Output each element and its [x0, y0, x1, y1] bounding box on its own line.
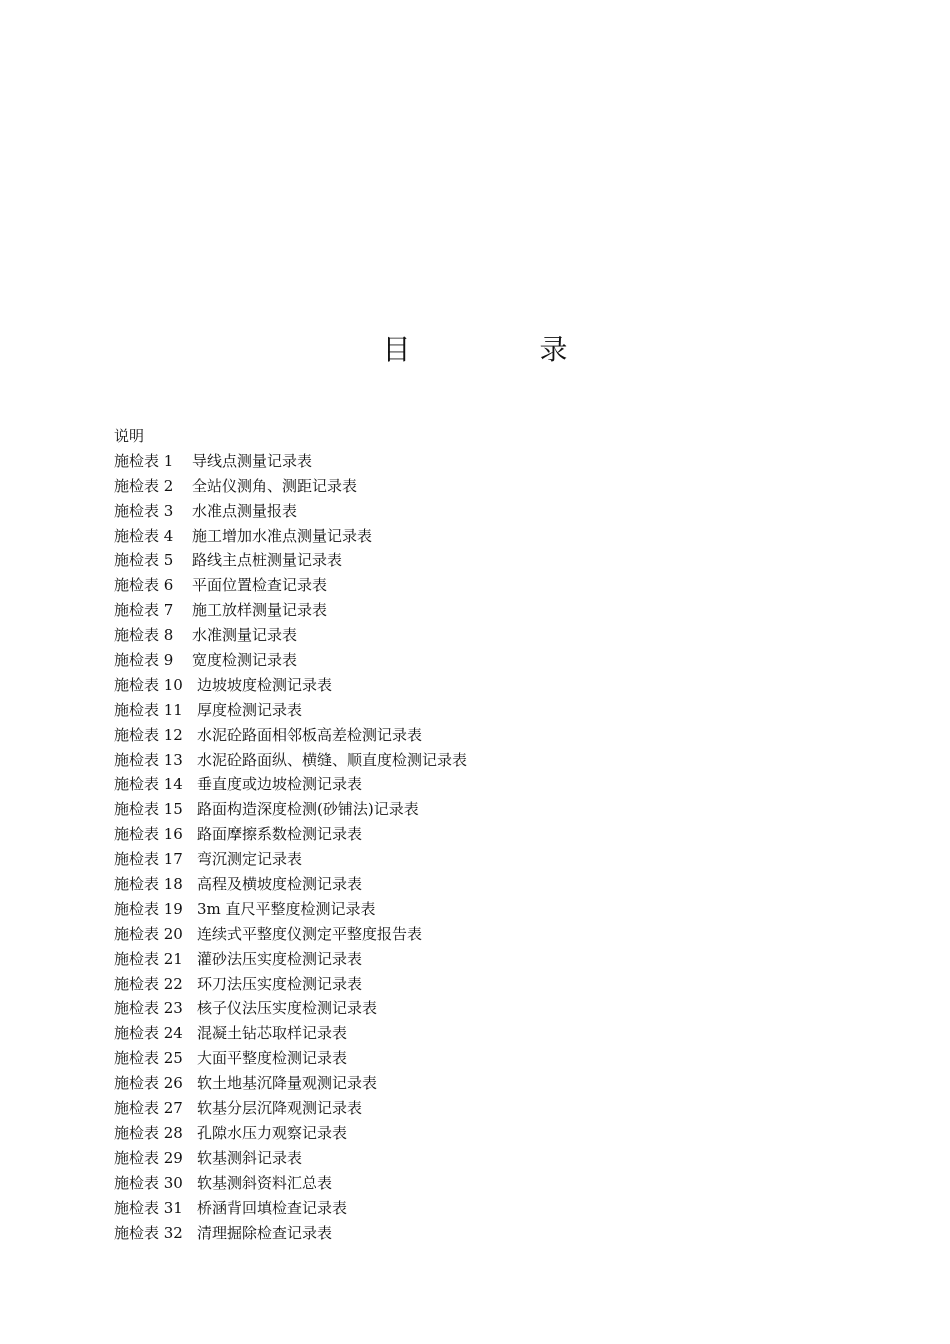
toc-item[interactable]: [114, 1096, 814, 1121]
toc-item[interactable]: [114, 996, 814, 1021]
toc-item-title: 水准测量记录表: [192, 626, 298, 645]
toc-item-code: 施检表 25: [114, 1049, 183, 1068]
toc-item-title: 边坡坡度检测记录表: [197, 675, 333, 694]
toc-item-code: 施检表 6: [114, 576, 174, 595]
toc-item-code: 施检表 16: [114, 825, 183, 844]
toc-item-title: 清理掘除检查记录表: [197, 1223, 333, 1242]
toc-item-code: 施检表 24: [114, 1024, 183, 1043]
toc-item[interactable]: [114, 598, 814, 623]
toc-item-code: 施检表 26: [114, 1074, 183, 1093]
toc-item-title: 路面摩擦系数检测记录表: [197, 825, 363, 844]
toc-item-title: 垂直度或边坡检测记录表: [197, 775, 363, 794]
toc-item[interactable]: [114, 673, 814, 698]
toc-item-title: 环刀法压实度检测记录表: [197, 974, 363, 993]
toc-item-title: 水泥砼路面纵、横缝、顺直度检测记录表: [197, 750, 468, 769]
toc-item[interactable]: [114, 1046, 814, 1071]
toc-item[interactable]: [114, 1196, 814, 1221]
toc-item[interactable]: [114, 449, 814, 474]
toc-item-code: 施检表 3: [114, 501, 174, 520]
toc-item[interactable]: [114, 698, 814, 723]
toc-item-code: 施检表 11: [114, 700, 183, 719]
page-title: 目 录: [382, 333, 628, 366]
toc-item-title: 弯沉测定记录表: [197, 850, 303, 869]
toc-item[interactable]: [114, 573, 814, 598]
toc-item-title: 连续式平整度仪测定平整度报告表: [197, 924, 423, 943]
toc-item-code: 施检表 5: [114, 551, 174, 570]
toc-item[interactable]: [114, 474, 814, 499]
toc-item-code: 施检表 7: [114, 601, 174, 620]
toc-item[interactable]: [114, 797, 814, 822]
toc-item[interactable]: [114, 1121, 814, 1146]
toc-item-title: 大面平整度检测记录表: [197, 1049, 348, 1068]
toc-item-title: 导线点测量记录表: [192, 451, 313, 470]
toc-item-code: 施检表 23: [114, 999, 183, 1018]
table-of-contents: [114, 424, 814, 1245]
toc-item-code: 施检表 12: [114, 725, 183, 744]
toc-item-code: 施检表 31: [114, 1198, 183, 1217]
toc-item-code: 施检表 4: [114, 526, 174, 545]
toc-item[interactable]: [114, 623, 814, 648]
toc-item[interactable]: [114, 524, 814, 549]
toc-item-title: 路面构造深度检测(砂铺法)记录表: [197, 800, 419, 819]
toc-item-title: 桥涵背回填检查记录表: [197, 1198, 348, 1217]
toc-item[interactable]: [114, 897, 814, 922]
toc-item[interactable]: [114, 872, 814, 897]
toc-item-title: 水泥砼路面相邻板高差检测记录表: [197, 725, 423, 744]
toc-item[interactable]: [114, 1071, 814, 1096]
toc-item-title: 核子仪法压实度检测记录表: [197, 999, 378, 1018]
toc-item-code: 施检表 9: [114, 651, 174, 670]
toc-item[interactable]: [114, 748, 814, 773]
toc-item[interactable]: [114, 772, 814, 797]
toc-item-title: 水准点测量报表: [192, 501, 298, 520]
toc-item-code: 施检表 21: [114, 949, 183, 968]
toc-item-title: 全站仪测角、测距记录表: [192, 476, 358, 495]
toc-item-title: 宽度检测记录表: [192, 651, 298, 670]
toc-item-code: 施检表 14: [114, 775, 183, 794]
toc-item-code: 施检表 20: [114, 924, 183, 943]
toc-item[interactable]: [114, 1221, 814, 1246]
toc-item-title: 软基分层沉降观测记录表: [197, 1099, 363, 1118]
toc-item-code: 施检表 8: [114, 626, 174, 645]
toc-item-code: 施检表 13: [114, 750, 183, 769]
toc-item[interactable]: [114, 723, 814, 748]
toc-item-code: 施检表 29: [114, 1148, 183, 1167]
toc-item-title: 高程及横坡度检测记录表: [197, 875, 363, 894]
toc-item-title: 软基测斜记录表: [197, 1148, 303, 1167]
toc-item-code: 施检表 15: [114, 800, 183, 819]
toc-item-code: 施检表 17: [114, 850, 183, 869]
toc-item[interactable]: [114, 947, 814, 972]
toc-item-code: 施检表 1: [114, 451, 174, 470]
toc-item[interactable]: [114, 1171, 814, 1196]
toc-item-code: 施检表 2: [114, 476, 174, 495]
toc-item-title: 孔隙水压力观察记录表: [197, 1123, 348, 1142]
toc-item-code: 施检表 27: [114, 1099, 183, 1118]
toc-item-title: 3m 直尺平整度检测记录表: [197, 899, 376, 918]
toc-item-code: 施检表 19: [114, 899, 183, 918]
toc-item-code: 施检表 32: [114, 1223, 183, 1242]
toc-item-title: 施工放样测量记录表: [192, 601, 328, 620]
toc-item[interactable]: [114, 972, 814, 997]
toc-item-title: 厚度检测记录表: [197, 700, 303, 719]
toc-intro[interactable]: 说明: [114, 427, 145, 445]
toc-item-title: 软土地基沉降量观测记录表: [197, 1074, 378, 1093]
toc-item-title: 软基测斜资料汇总表: [197, 1173, 333, 1192]
toc-item[interactable]: [114, 847, 814, 872]
toc-item-code: 施检表 28: [114, 1123, 183, 1142]
toc-item-code: 施检表 22: [114, 974, 183, 993]
toc-item-title: 施工增加水准点测量记录表: [192, 526, 373, 545]
toc-item[interactable]: [114, 548, 814, 573]
toc-item-code: 施检表 10: [114, 675, 183, 694]
toc-item[interactable]: [114, 822, 814, 847]
toc-item-title: 平面位置检查记录表: [192, 576, 328, 595]
toc-item[interactable]: [114, 499, 814, 524]
toc-item-code: 施检表 18: [114, 875, 183, 894]
toc-item-code: 施检表 30: [114, 1173, 183, 1192]
toc-item-title: 灌砂法压实度检测记录表: [197, 949, 363, 968]
toc-item-title: 混凝土钻芯取样记录表: [197, 1024, 348, 1043]
toc-item[interactable]: [114, 1146, 814, 1171]
toc-item[interactable]: [114, 1021, 814, 1046]
toc-item[interactable]: [114, 648, 814, 673]
toc-item[interactable]: [114, 922, 814, 947]
toc-item-title: 路线主点桩测量记录表: [192, 551, 343, 570]
